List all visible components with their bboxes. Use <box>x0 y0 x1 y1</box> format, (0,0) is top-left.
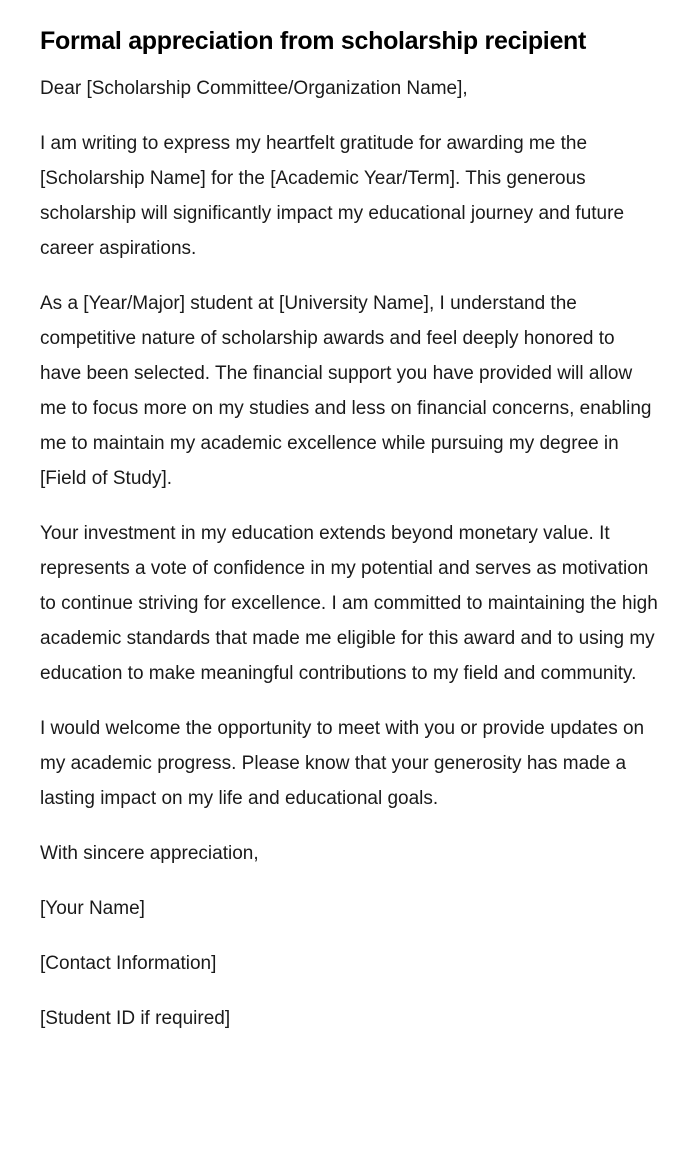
salutation: Dear [Scholarship Committee/Organization Name], <box>40 78 468 99</box>
signature-contact: [Contact Information] <box>40 953 217 974</box>
paragraph-updates: I would welcome the opportunity to meet with you or provide updates on my academic progress. Please know that your generosity has made a lasting impact on my life and educational goals. <box>40 718 645 809</box>
letter-title: Formal appreciation from scholarship recipient <box>40 27 587 55</box>
signature-student-id: [Student ID if required] <box>40 1008 231 1029</box>
paragraph-honored: As a [Year/Major] student at [University Name], I understand the competitive nature of scholarship awards and feel deeply honored to have been selected. The financial support you have provided will allow me to focus more on my studies and less on financial concerns, enabling me to maintain my academic excellence while pursuing my degree in [Field of Study]. <box>40 293 652 489</box>
closing-line: With sincere appreciation, <box>40 843 259 864</box>
paragraph-investment: Your investment in my education extends beyond monetary value. It represents a vote of confidence in my potential and serves as motivation to continue striving for excellence. I am committed to maintaining the high academic standards that made me eligible for this award and to using my education to make meaningful contributions to my field and community. <box>40 523 658 684</box>
paragraph-gratitude: I am writing to express my heartfelt gratitude for awarding me the [Scholarship Name] for the [Academic Year/Term]. This generous scholarship will significantly impact my educational journey and future career aspirations. <box>40 133 625 259</box>
letter-body <box>40 71 660 1036</box>
signature-name: [Your Name] <box>40 898 145 919</box>
